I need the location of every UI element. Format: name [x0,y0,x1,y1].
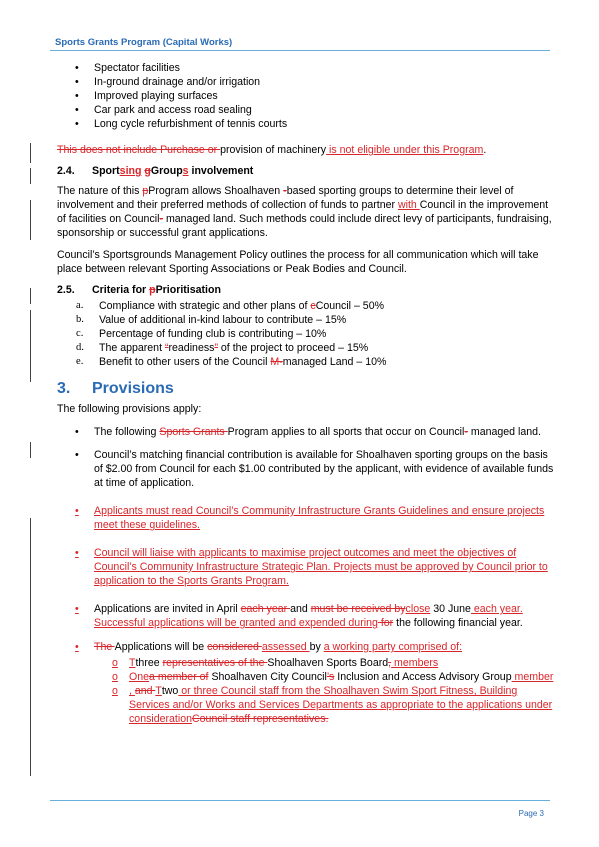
list-item: • Car park and access road sealing [75,104,252,116]
working-party-list [57,656,557,726]
section-heading-2-5: 2.5. Criteria for pPrioritisation [57,284,221,296]
criteria-item: b. Value of additional in-kind labour to contribute – 15% [76,314,347,326]
sub-item: o Tthree representatives of the Shoalhaven Sports Board, members [112,657,439,669]
section-heading-2-4: 2.4. Sportsing gGroups involvement [57,165,254,177]
criteria-item: e. Benefit to other users of the Council M-managed Land – 10% [76,356,387,368]
provision-item: • The following Sports Grants Program applies to all sports that occur on Council- managed land. [75,426,541,438]
change-bar [30,288,31,304]
provisions-list [57,425,557,654]
criteria-list [57,299,557,369]
criteria-item: c. Percentage of funding club is contributing – 10% [76,328,327,340]
header-rule [50,50,550,51]
machinery-paragraph: This does not include Purchase or provision of machinery is not eligible under this Program. [57,144,487,156]
provision-item: • The Applications will be considered assessed by a working party comprised of: [75,641,463,653]
footer-rule [50,800,550,801]
criteria-item: a. Compliance with strategic and other plans of cCouncil – 50% [76,300,385,312]
provision-item: • Applications are invited in April each year and must be received byclose 30 June each year. Successful applications will be granted and expended during for the following financial year. [75,603,523,629]
change-bar [30,143,31,163]
section-heading-3: 3. Provisions [57,380,174,397]
list-item: • Improved playing surfaces [75,90,218,102]
list-item: • Long cycle refurbishment of tennis courts [75,118,288,130]
sub-item: o Onea member of Shoalhaven City Council’s Inclusion and Access Advisory Group member [112,671,554,683]
provision-item: • Council will liaise with applicants to maximise project outcomes and meet the objectives of Council’s Community Infrastructure Strategic Plan. Projects must be approved by Council prior to application to the Sports Grants Program. [75,547,548,587]
page-number: Page 3 [518,809,544,818]
change-bar [30,442,31,458]
provision-item: • Council’s matching financial contribution is available for Shoalhaven sporting groups on the basis of $2.00 from Council for each $1.00 contributed by the applicant, with evidence of available funds at time of application. [75,449,554,489]
change-bar [30,310,31,382]
list-item: • In-ground drainage and/or irrigation [75,76,261,88]
provision-item: • Applicants must read Council’s Community Infrastructure Grants Guidelines and ensure projects meet these guidelines. [75,505,545,531]
sub-item: o , and Ttwo or three Council staff from the Shoalhaven Swim Sport Fitness, Building Services and/or Works and Services Departments as appropriate to the applications under considerationCouncil staff representatives. [112,685,553,725]
facility-list [57,61,557,131]
policy-paragraph: Council’s Sportsgrounds Management Policy outlines the process for all communication which will take place between relevant Sporting Associations or Peak Bodies and Council. [57,249,539,275]
provisions-intro: The following provisions apply: [57,403,202,415]
page-header-title: Sports Grants Program (Capital Works) [55,37,233,48]
change-bar [30,168,31,184]
involvement-paragraph: The nature of this pProgram allows Shoalhaven -based sporting groups to determine their level of involvement and their preferred methods of collection of funds to partner with Council in the improvement of facilities on Council- managed land. Such methods could include direct levy of participants, fundraising, sponsorship or successful grant applications. [57,185,552,239]
list-item: • Spectator facilities [75,62,180,74]
change-bar [30,200,31,240]
criteria-item: d. The apparent “readiness” of the project to proceed – 15% [76,342,369,354]
change-bar [30,518,31,776]
document-body [57,61,557,726]
